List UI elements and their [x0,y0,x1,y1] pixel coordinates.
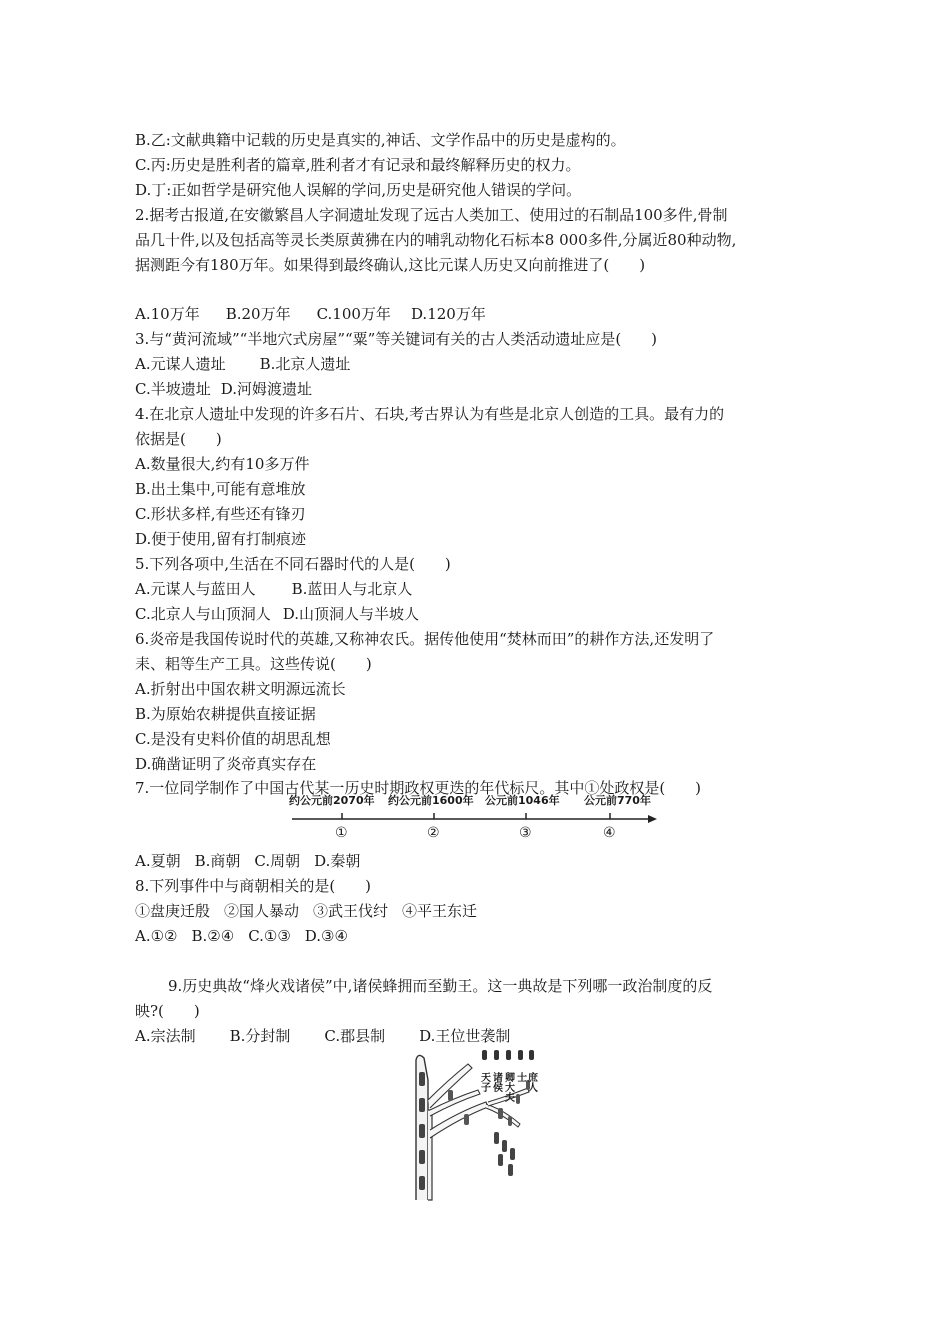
q5-option-a: A.元谋人与蓝田人 [135,580,256,598]
figure-on-trunk [419,1098,425,1112]
q3-option-c: C.半坡遗址 [135,380,211,398]
q3-option-a: A.元谋人遗址 [135,355,226,373]
figure-on-trunk [419,1124,425,1138]
q8-option-d: D.③④ [304,927,348,945]
q5-option-b: B.蓝田人与北京人 [291,580,413,598]
q8-option-b: B.②④ [191,927,235,945]
timeline-mark-3: ③ [519,825,532,841]
q8-stem: 8.下列事件中与商朝相关的是( ) [135,877,372,895]
q3-option-b: B.北京人遗址 [259,355,351,373]
q7-option-a: A.夏朝 [135,852,181,870]
tree-trunk-side [428,1110,432,1200]
q9-option-c: C.郡县制 [324,1027,386,1045]
figure-in-group [502,1140,507,1152]
q2-stem-line2: 品几十件,以及包括高等灵长类原黄狒在内的哺乳动物化石标本8 000多件,分属近80种动物, [135,231,737,249]
figure-in-group [494,1132,499,1144]
q3-options-row2 [135,379,312,399]
q8-events [135,901,477,921]
q2-option-c: C.100万年 [316,305,391,323]
q8-event-1: ①盘庚迁殷 [135,902,211,920]
legend-figure-shi [518,1050,523,1060]
timeline-mark-4: ④ [603,825,616,841]
q6-stem-line1: 6.炎帝是我国传说时代的英雄,又称神农氏。据传他使用“焚林而田”的耕作方法,还发明了 [135,630,715,648]
q8-option-c: C.①③ [248,927,291,945]
q8-event-2: ②国人暴动 [224,902,300,920]
q4-option-c: C.形状多样,有些还有锋刃 [135,505,306,523]
figure-on-branch [508,1116,512,1126]
figure-on-trunk [419,1176,425,1190]
q4-stem-line1: 4.在北京人遗址中发现的许多石片、石块,考古界认为有些是北京人创造的工具。最有力的 [135,405,725,423]
q4-option-d: D.便于使用,留有打制痕迹 [135,530,307,548]
timeline-mark-1: ① [335,825,348,841]
q9-option-d: D.王位世袭制 [419,1027,511,1045]
q5-options-row1 [135,579,412,599]
figure-in-group [498,1154,503,1166]
figure-on-branch [498,1108,503,1119]
q7-option-b: B.商朝 [194,852,241,870]
label-shuren: 庶人 [525,1072,537,1092]
q2-option-d: D.120万年 [410,305,486,323]
q7-timeline-figure [288,792,668,842]
label-qingdafu: 卿大夫 [502,1072,514,1102]
q2-option-a: A.10万年 [135,305,200,323]
q2-stem-line3: 据测距今有180万年。如果得到最终确认,这比元谋人历史又向前推进了( ) [135,256,646,274]
feudal-hierarchy-tree-figure [408,1050,558,1202]
timeline-date-3: 公元前1046年 [485,794,560,807]
q5-options-row2 [135,604,419,624]
q9-option-b: B.分封制 [229,1027,291,1045]
q1-option-c: C.丙:历史是胜利者的篇章,胜利者才有记录和最终解释历史的权力。 [135,156,581,174]
q5-stem: 5.下列各项中,生活在不同石器时代的人是( ) [135,555,451,573]
q2-stem-line1: 2.据考古报道,在安徽繁昌人字洞遗址发现了远古人类加工、使用过的石制品100多件,骨制 [135,206,728,224]
q9-stem-line2: 映?( ) [135,1002,200,1020]
q6-option-a: A.折射出中国农耕文明源远流长 [135,680,346,698]
q1-option-b: B.乙:文献典籍中记载的历史是真实的,神话、文学作品中的历史是虚构的。 [135,131,626,149]
figure-on-branch [464,1114,469,1125]
timeline-mark-2: ② [427,825,440,841]
q9-stem-line1: 9.历史典故“烽火戏诸侯”中,诸侯蜂拥而至勤王。这一典故是下列哪一政治制度的反 [168,977,713,995]
timeline-date-1: 约公元前2070年 [289,794,375,807]
figure-on-trunk [419,1150,425,1164]
q9-option-a: A.宗法制 [135,1027,196,1045]
timeline-arrow-icon [648,815,657,823]
q6-stem-line2: 耒、耜等生产工具。这些传说( ) [135,655,372,673]
q6-option-c: C.是没有史料价值的胡思乱想 [135,730,331,748]
figure-on-branch [516,1094,520,1104]
figure-on-trunk [419,1072,425,1086]
q1-option-d: D.丁:正如哲学是研究他人误解的学问,历史是研究他人错误的学问。 [135,181,582,199]
timeline-date-2: 约公元前1600年 [388,794,474,807]
legend-figure-tianzi [482,1050,487,1060]
q7-option-c: C.周朝 [254,852,301,870]
q7-stem: 7.一位同学制作了中国古代某一历史时期政权更迭的年代标尺。其中①处政权是( ) [135,779,702,797]
figure-on-branch [448,1090,453,1101]
q2-options [135,304,486,324]
label-tianzi: 天子 [478,1072,490,1092]
q4-option-a: A.数量很大,约有10多万件 [135,455,310,473]
q8-event-4: ④平王东迁 [402,902,478,920]
q8-options [135,926,348,946]
q8-event-3: ③武王伐纣 [313,902,389,920]
legend-figure-shuren [529,1050,534,1060]
label-shi: 士 [514,1072,526,1082]
q5-option-c: C.北京人与山顶洞人 [135,605,271,623]
figure-in-group [508,1164,513,1176]
q3-option-d: D.河姆渡遗址 [220,380,312,398]
q3-options-row1 [135,354,350,374]
figure-in-group [510,1148,515,1160]
q5-option-d: D.山顶洞人与半坡人 [282,605,419,623]
legend-figure-zhuhou [494,1050,499,1060]
q7-options [135,851,360,871]
q7-option-d: D.秦朝 [314,852,361,870]
label-zhuhou: 诸侯 [490,1072,502,1092]
legend-figure-qingdafu [506,1050,511,1060]
q8-option-a: A.①② [135,927,178,945]
q3-stem: 3.与“黄河流域”“半地穴式房屋”“粟”等关键词有关的古人类活动遗址应是( ) [135,330,658,348]
q2-option-b: B.20万年 [225,305,291,323]
q4-stem-line2: 依据是( ) [135,430,222,448]
timeline-date-4: 公元前770年 [584,794,651,807]
q4-option-b: B.出土集中,可能有意堆放 [135,480,306,498]
q9-options [135,1026,510,1046]
q6-option-b: B.为原始农耕提供直接证据 [135,705,316,723]
q6-option-d: D.确凿证明了炎帝真实存在 [135,755,317,773]
